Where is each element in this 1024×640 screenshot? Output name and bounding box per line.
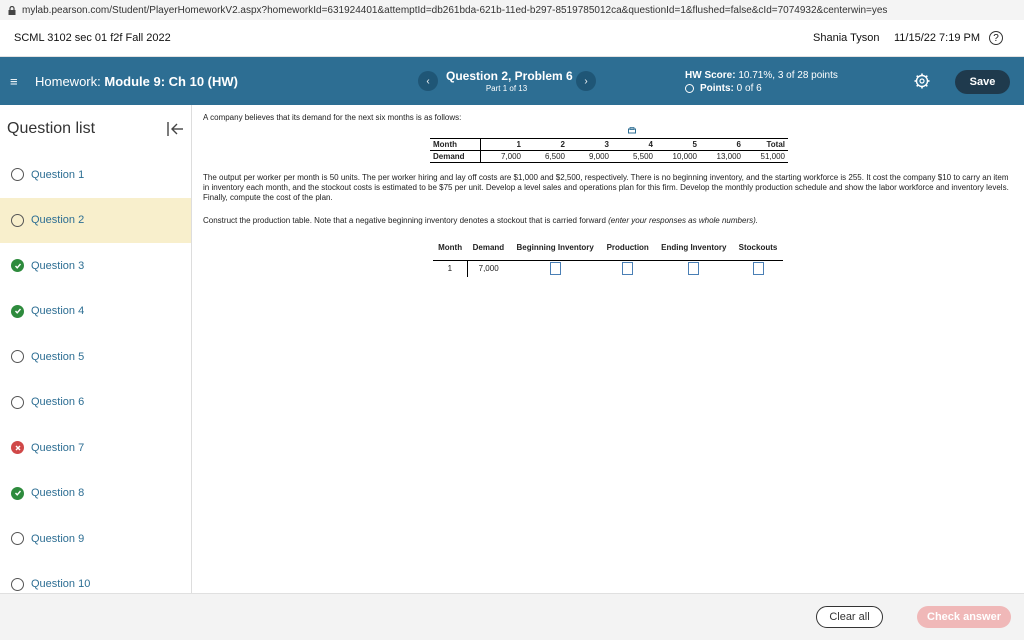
ending-inventory-input[interactable]	[688, 262, 699, 275]
question-list-item[interactable]	[0, 380, 191, 425]
course-header	[0, 20, 1024, 57]
question-list-item[interactable]	[0, 516, 191, 561]
stockouts-input-cell	[733, 260, 783, 277]
circle-icon	[11, 214, 24, 227]
question-list-label: Question 1	[31, 168, 85, 181]
question-list-title: Question list	[7, 120, 96, 137]
question-list-item[interactable]	[0, 425, 191, 470]
demand-header-cell: 2	[524, 139, 568, 151]
question-list-label: Question 7	[31, 441, 85, 454]
instruction-text: Construct the production table. Note that a negative beginning inventory denotes a stockout that is carried forward	[203, 216, 606, 225]
course-title: SCML 3102 sec 01 f2f Fall 2022	[14, 32, 171, 44]
ending-inventory-input-cell	[655, 260, 733, 277]
date-time: 11/15/22 7:19 PM	[894, 32, 981, 44]
production-header-cell: Demand	[467, 235, 509, 260]
check-icon	[11, 487, 24, 500]
production-header-cell: Stockouts	[733, 235, 783, 260]
problem-intro: A company believes that its demand for the next six months is as follows:	[203, 113, 462, 122]
hw-score	[685, 70, 838, 81]
url-text: mylab.pearson.com/Student/PlayerHomeworkV2.aspx?homeworkId=631924401&attemptId=db261bda-621b-11ed-b297-8519785012ca&questionId=1&flushed=false&cId=7074932&centerwin=yes	[22, 4, 888, 16]
demand-cell: 51,000	[744, 151, 788, 163]
demand-header-cell: 1	[480, 139, 524, 151]
question-list-label: Question 6	[31, 396, 85, 408]
question-list-label: Question 5	[31, 350, 85, 363]
save-button[interactable]: Save	[955, 70, 1010, 94]
month-cell: 1	[433, 260, 467, 277]
demand-cell: Demand	[430, 151, 480, 163]
x-icon	[11, 441, 24, 454]
homework-label: Homework:	[35, 74, 101, 89]
question-list-label: Question 9	[31, 532, 85, 545]
check-icon	[11, 305, 24, 318]
question-list-item[interactable]	[0, 198, 191, 243]
question-list-item[interactable]	[0, 289, 191, 334]
demand-header-cell: Month	[430, 139, 480, 151]
hw-score-value: 10.71%, 3 of 28 points	[738, 70, 838, 81]
demand-header-cell: Total	[744, 139, 788, 151]
question-list-panel	[0, 105, 192, 593]
demand-header-cell: 4	[612, 139, 656, 151]
question-list-label: Question 4	[31, 305, 85, 317]
demand-cell: 10,000	[656, 151, 700, 163]
stockouts-input[interactable]	[753, 262, 764, 275]
points	[685, 83, 762, 94]
user-name[interactable]: Shania Tyson	[813, 32, 880, 44]
demand-value-cell: 7,000	[478, 264, 499, 274]
points-label: Points:	[700, 83, 734, 94]
print-icon[interactable]	[628, 127, 636, 134]
footer-bar	[0, 593, 1024, 640]
next-question-button[interactable]: ›	[576, 71, 596, 91]
question-list-label: Question 2	[31, 214, 85, 226]
help-icon[interactable]: ?	[989, 31, 1003, 45]
demand-header-cell: 5	[656, 139, 700, 151]
clear-all-button[interactable]: Clear all	[816, 606, 883, 628]
question-title: Question 2, Problem 6	[446, 69, 573, 83]
circle-icon	[11, 168, 24, 181]
prev-question-button[interactable]: ‹	[418, 71, 438, 91]
circle-icon	[11, 578, 24, 591]
instruction-italic: (enter your responses as whole numbers).	[608, 216, 758, 225]
production-input-cell	[601, 260, 655, 277]
production-table	[433, 235, 783, 277]
check-icon	[11, 259, 24, 272]
question-list-label: Question 10	[31, 578, 91, 590]
demand-cell: 7,000	[480, 151, 524, 163]
production-header-cell: Production	[601, 235, 655, 260]
production-input[interactable]	[622, 262, 633, 275]
homework-title	[35, 74, 238, 89]
gear-icon[interactable]	[914, 73, 930, 89]
question-list-item[interactable]	[0, 471, 191, 516]
production-header-cell: Beginning Inventory	[510, 235, 601, 260]
question-list-label: Question 3	[31, 259, 85, 272]
homework-name: Module 9: Ch 10 (HW)	[104, 74, 238, 89]
check-answer-button[interactable]: Check answer	[917, 606, 1011, 628]
hw-score-label: HW Score:	[685, 70, 736, 81]
homework-bar	[0, 57, 1024, 105]
collapse-panel-icon[interactable]	[166, 121, 184, 137]
browser-address-bar[interactable]	[0, 0, 1024, 20]
circle-icon	[11, 396, 24, 409]
demand-header-cell: 6	[700, 139, 744, 151]
problem-body-text: The output per worker per month is 50 units. The per worker hiring and lay off costs are $1,000 and $2,500, respectively. There is no beginning inventory, and the starting workforce is 255. It cost the company $10 to carry an item in inventory each month, and the stockout costs is estimated to be $75 per unit. Develop a level sales and operations plan for this firm. Develop the monthly production schedule and show the labor workforce and inventory levels. Finally, compute the cost of the plan.	[203, 173, 1009, 202]
production-header-cell: Ending Inventory	[655, 235, 733, 260]
question-list-item[interactable]	[0, 152, 191, 197]
demand-cell: 6,500	[524, 151, 568, 163]
question-list-item[interactable]	[0, 334, 191, 379]
points-circle-icon	[685, 84, 694, 93]
demand-table	[430, 138, 788, 163]
circle-icon	[11, 532, 24, 545]
production-header-cell: Month	[433, 235, 467, 260]
demand-cell: 9,000	[568, 151, 612, 163]
circle-icon	[11, 350, 24, 363]
question-list-label: Question 8	[31, 487, 85, 499]
points-value: 0 of 6	[736, 83, 762, 94]
problem-body	[203, 173, 1015, 203]
question-part: Part 1 of 13	[485, 84, 528, 93]
demand-cell: 5,500	[612, 151, 656, 163]
beginning-inventory-input-cell	[510, 260, 601, 277]
lock-icon	[8, 6, 16, 15]
demand-header-cell: 3	[568, 139, 612, 151]
production-row	[433, 260, 783, 277]
question-list-item[interactable]	[0, 243, 191, 288]
beginning-inventory-input[interactable]	[550, 262, 561, 275]
menu-icon[interactable]: ≡	[10, 74, 18, 89]
problem-content	[203, 113, 1015, 123]
instruction	[203, 216, 1015, 225]
demand-cell: 13,000	[700, 151, 744, 163]
